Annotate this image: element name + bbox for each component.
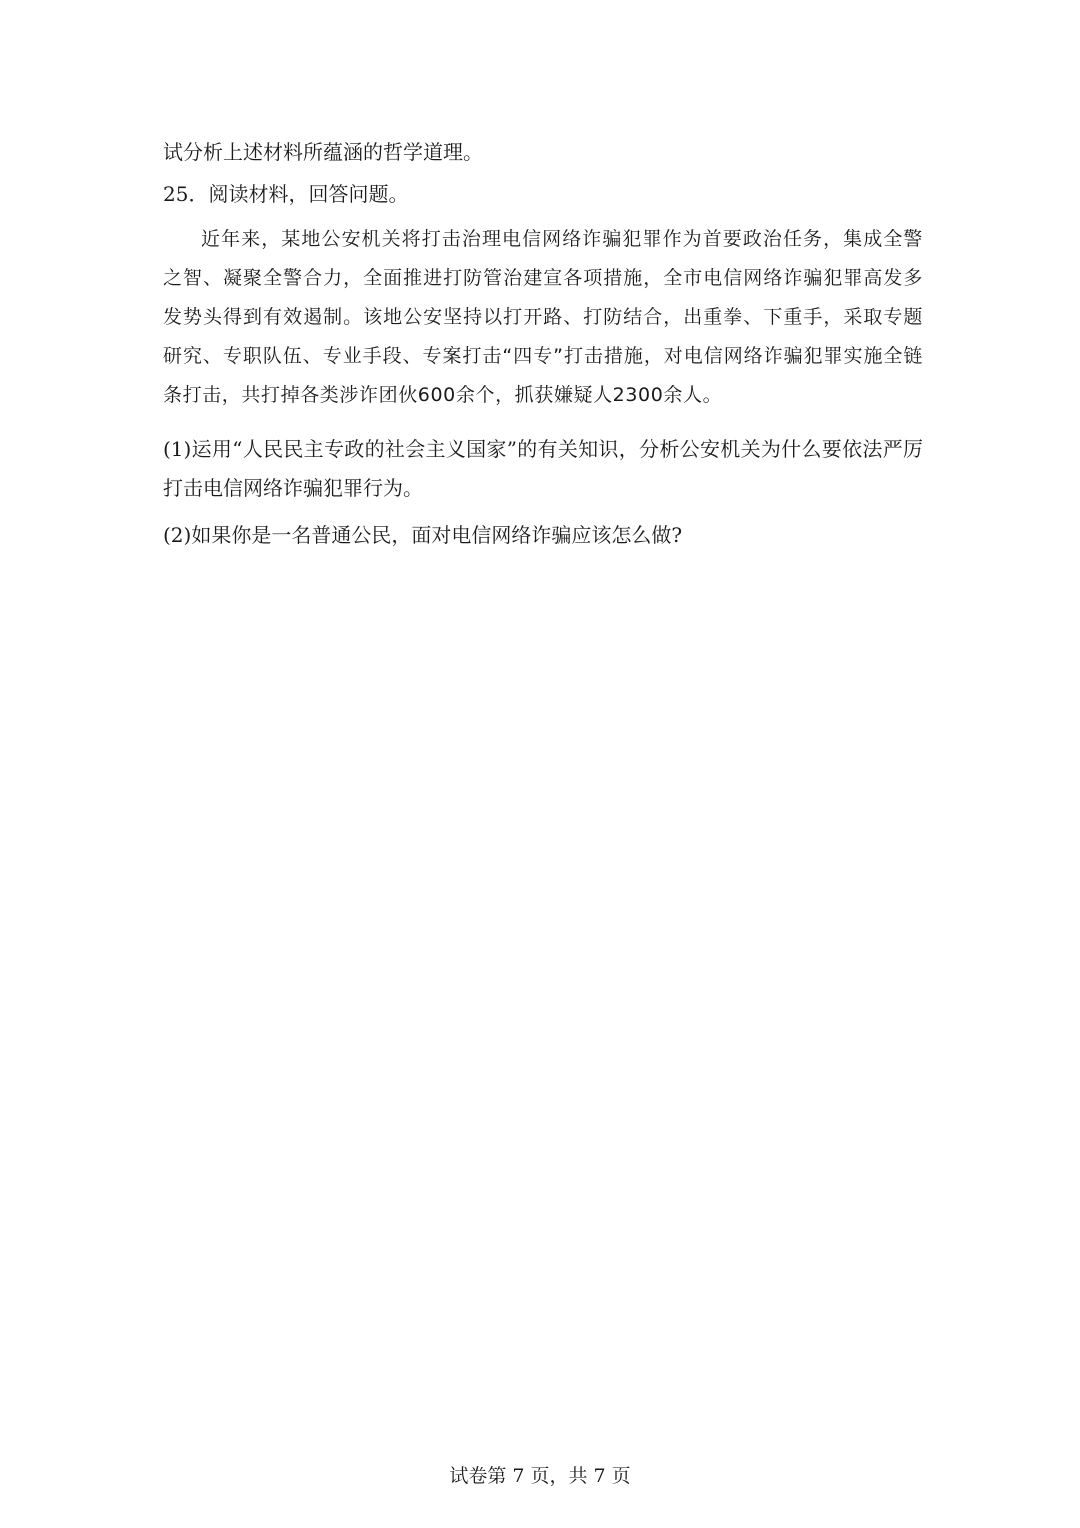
reading-material-paragraph: 近年来，某地公安机关将打击治理电信网络诈骗犯罪作为首要政治任务，集成全警之智、凝聚全警合力，全面推进打防管治建宣各项措施，全市电信网络诈骗犯罪高发多发势头得到有效遏制。该地公安坚持以打开路、打防结合，出重拳、下重手，采取专题研究、专职队伍、专业手段、专案打击“四专”打击措施，对电信网络诈骗犯罪实施全链条打击，共打掉各类涉诈团伙600余个，抓获嫌疑人2300余人。 [163, 228, 923, 406]
page-footer: 试卷第 7 页，共 7 页 [449, 1465, 631, 1487]
previous-question-prompt: 试分析上述材料所蕴涵的哲学道理。 [163, 140, 483, 164]
sub-question-1: (1)运用“人民民主专政的社会主义国家”的有关知识，分析公安机关为什么要依法严厉打击电信网络诈骗犯罪行为。 [163, 437, 923, 500]
sub-question-2: (2)如果你是一名普通公民，面对电信网络诈骗应该怎么做? [163, 523, 683, 547]
question-25-header: 25．阅读材料，回答问题。 [163, 182, 409, 206]
